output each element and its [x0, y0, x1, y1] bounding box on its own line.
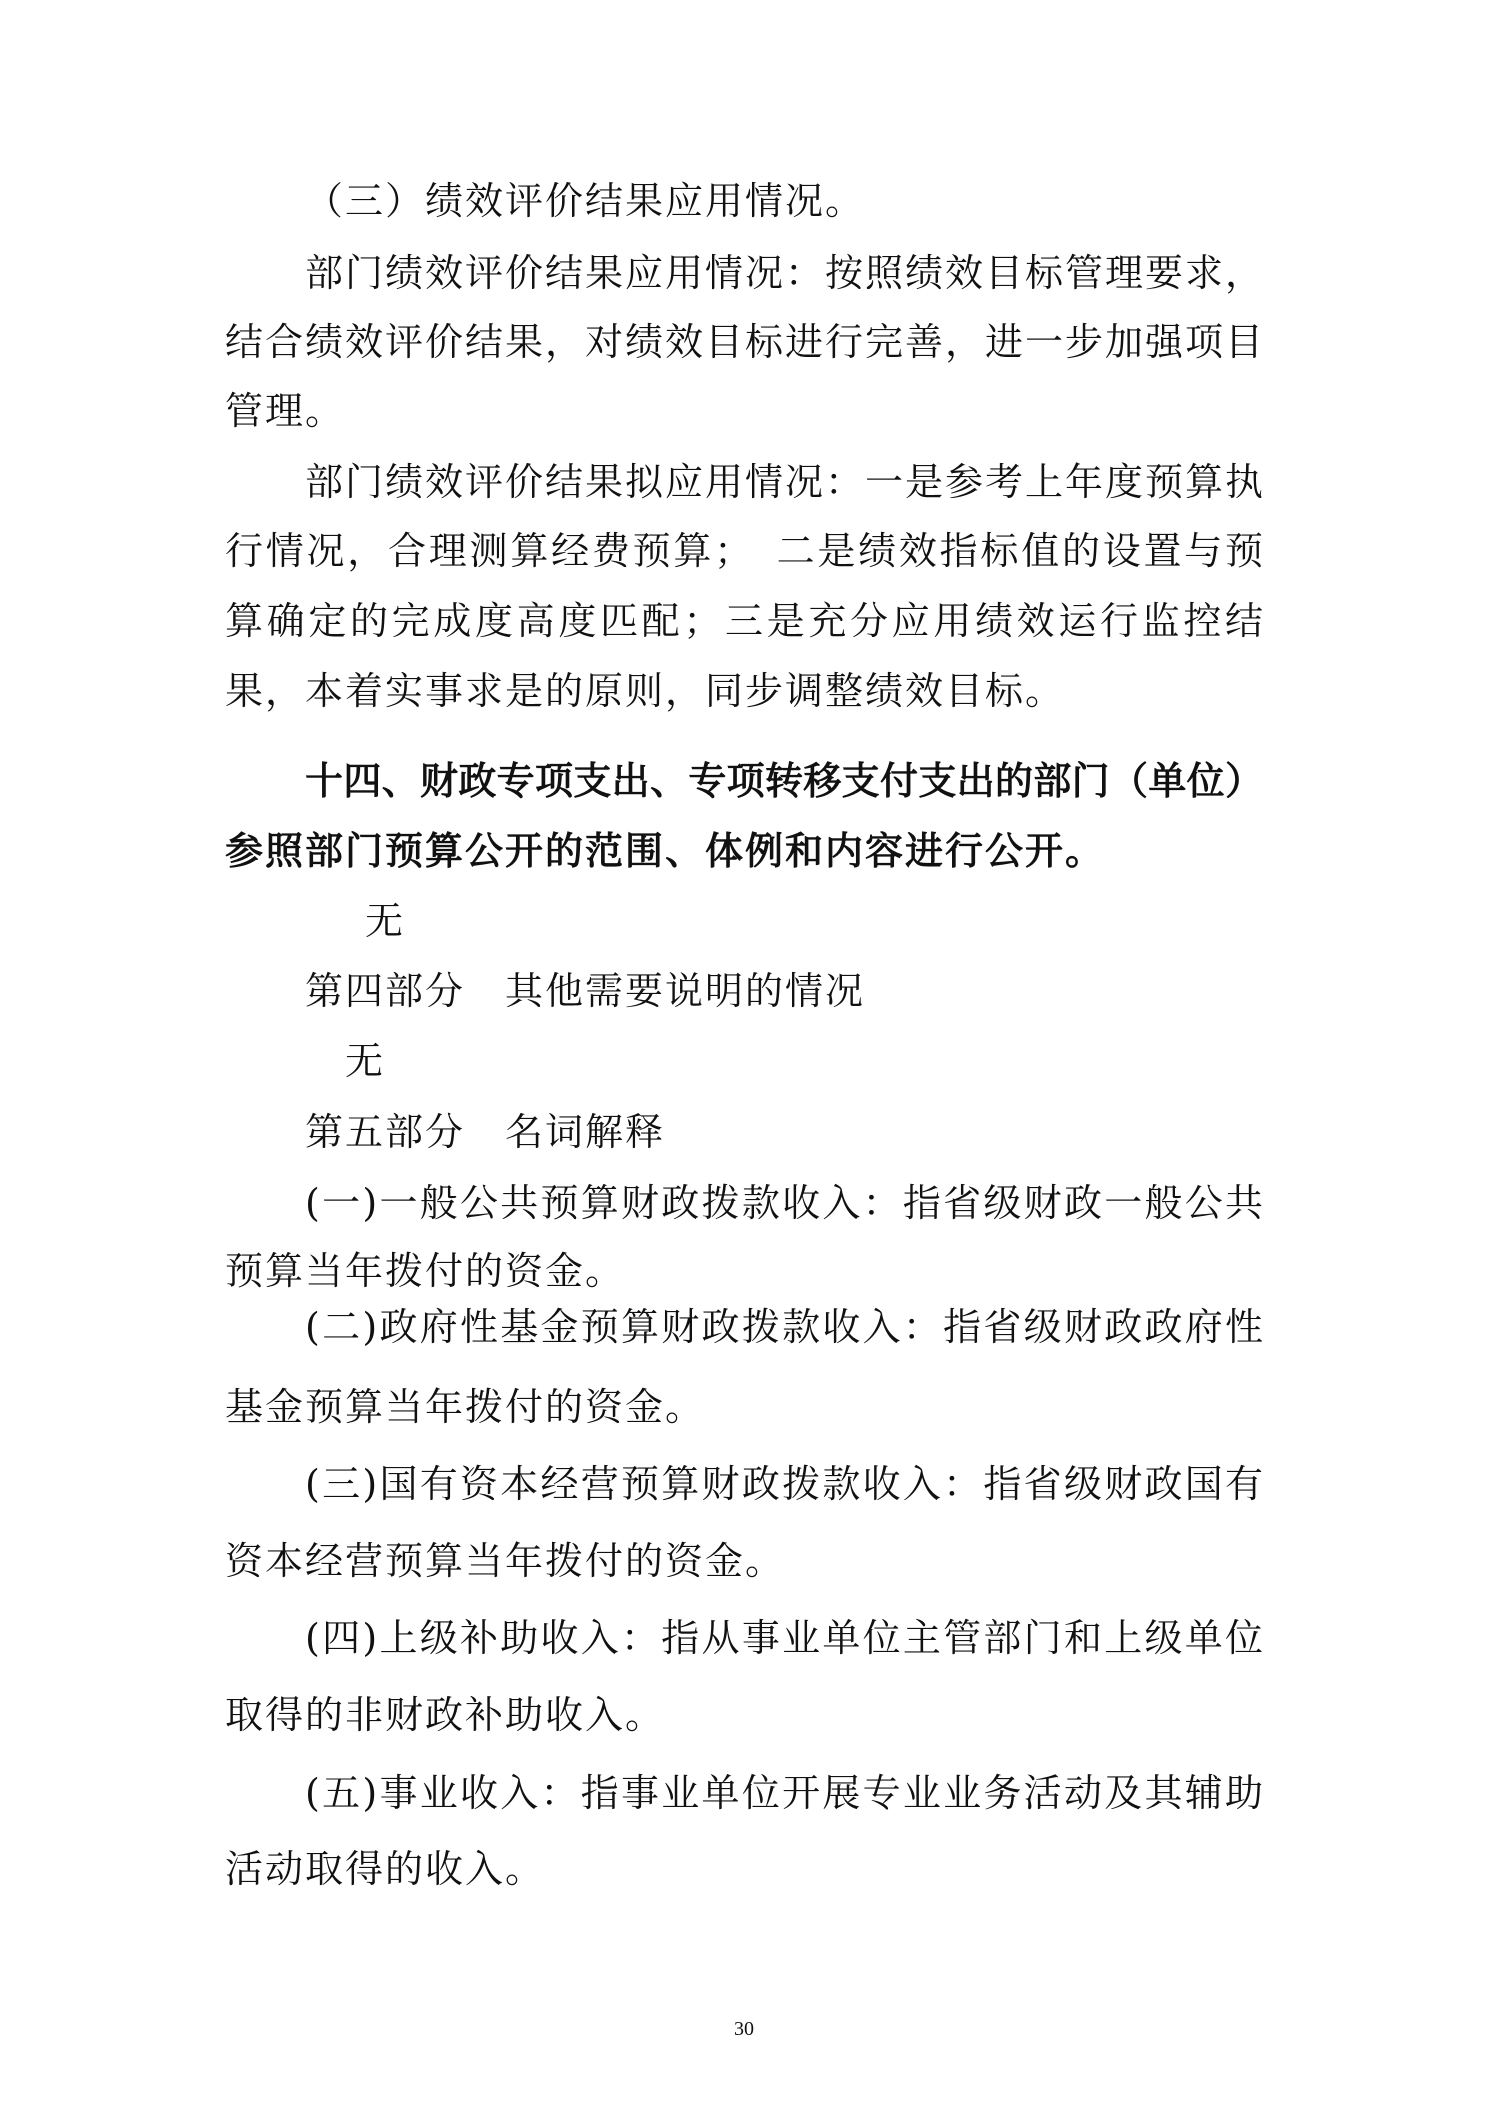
definition-line: 预算当年拨付的资金。 [225, 1249, 626, 1293]
definition-line: (五)事业收入：指事业单位开展专业业务活动及其辅助 [305, 1771, 1263, 1815]
definition-line: (三)国有资本经营预算财政拨款收入：指省级财政国有 [305, 1462, 1263, 1506]
paragraph-line: 管理。 [225, 389, 346, 433]
section-heading-14: 十四、财政专项支出、专项转移支付支出的部门（单位） [305, 759, 1263, 803]
paragraph-line: 算确定的完成度高度匹配；三是充分应用绩效运行监控结 [225, 599, 1263, 643]
definition-line: 基金预算当年拨付的资金。 [225, 1385, 706, 1429]
section-heading-14-continued: 参照部门预算公开的范围、体例和内容进行公开。 [225, 829, 1106, 873]
definition-line: 取得的非财政补助收入。 [225, 1693, 666, 1737]
part-five-heading: 第五部分 名词解释 [305, 1110, 666, 1154]
page-number: 30 [734, 2018, 754, 2040]
definition-line: 活动取得的收入。 [225, 1847, 546, 1891]
none-text: 无 [345, 1039, 386, 1083]
section-heading-performance-results: （三）绩效评价结果应用情况。 [305, 179, 866, 223]
paragraph-line: 部门绩效评价结果拟应用情况：一是参考上年度预算执 [305, 460, 1263, 504]
paragraph-line: 行情况，合理测算经费预算； 二是绩效指标值的设置与预 [225, 529, 1263, 573]
paragraph-line: 果，本着实事求是的原则，同步调整绩效目标。 [225, 669, 1066, 713]
none-text: 无 [365, 899, 406, 943]
definition-line: (四)上级补助收入：指从事业单位主管部门和上级单位 [305, 1616, 1263, 1660]
paragraph-line: 结合绩效评价结果，对绩效目标进行完善，进一步加强项目 [225, 320, 1263, 364]
definition-line: (一)一般公共预算财政拨款收入：指省级财政一般公共 [305, 1181, 1263, 1225]
part-four-heading: 第四部分 其他需要说明的情况 [305, 969, 866, 1013]
definition-line: 资本经营预算当年拨付的资金。 [225, 1539, 786, 1583]
definition-line: (二)政府性基金预算财政拨款收入：指省级财政政府性 [305, 1305, 1263, 1349]
paragraph-line: 部门绩效评价结果应用情况：按照绩效目标管理要求， [305, 251, 1263, 295]
